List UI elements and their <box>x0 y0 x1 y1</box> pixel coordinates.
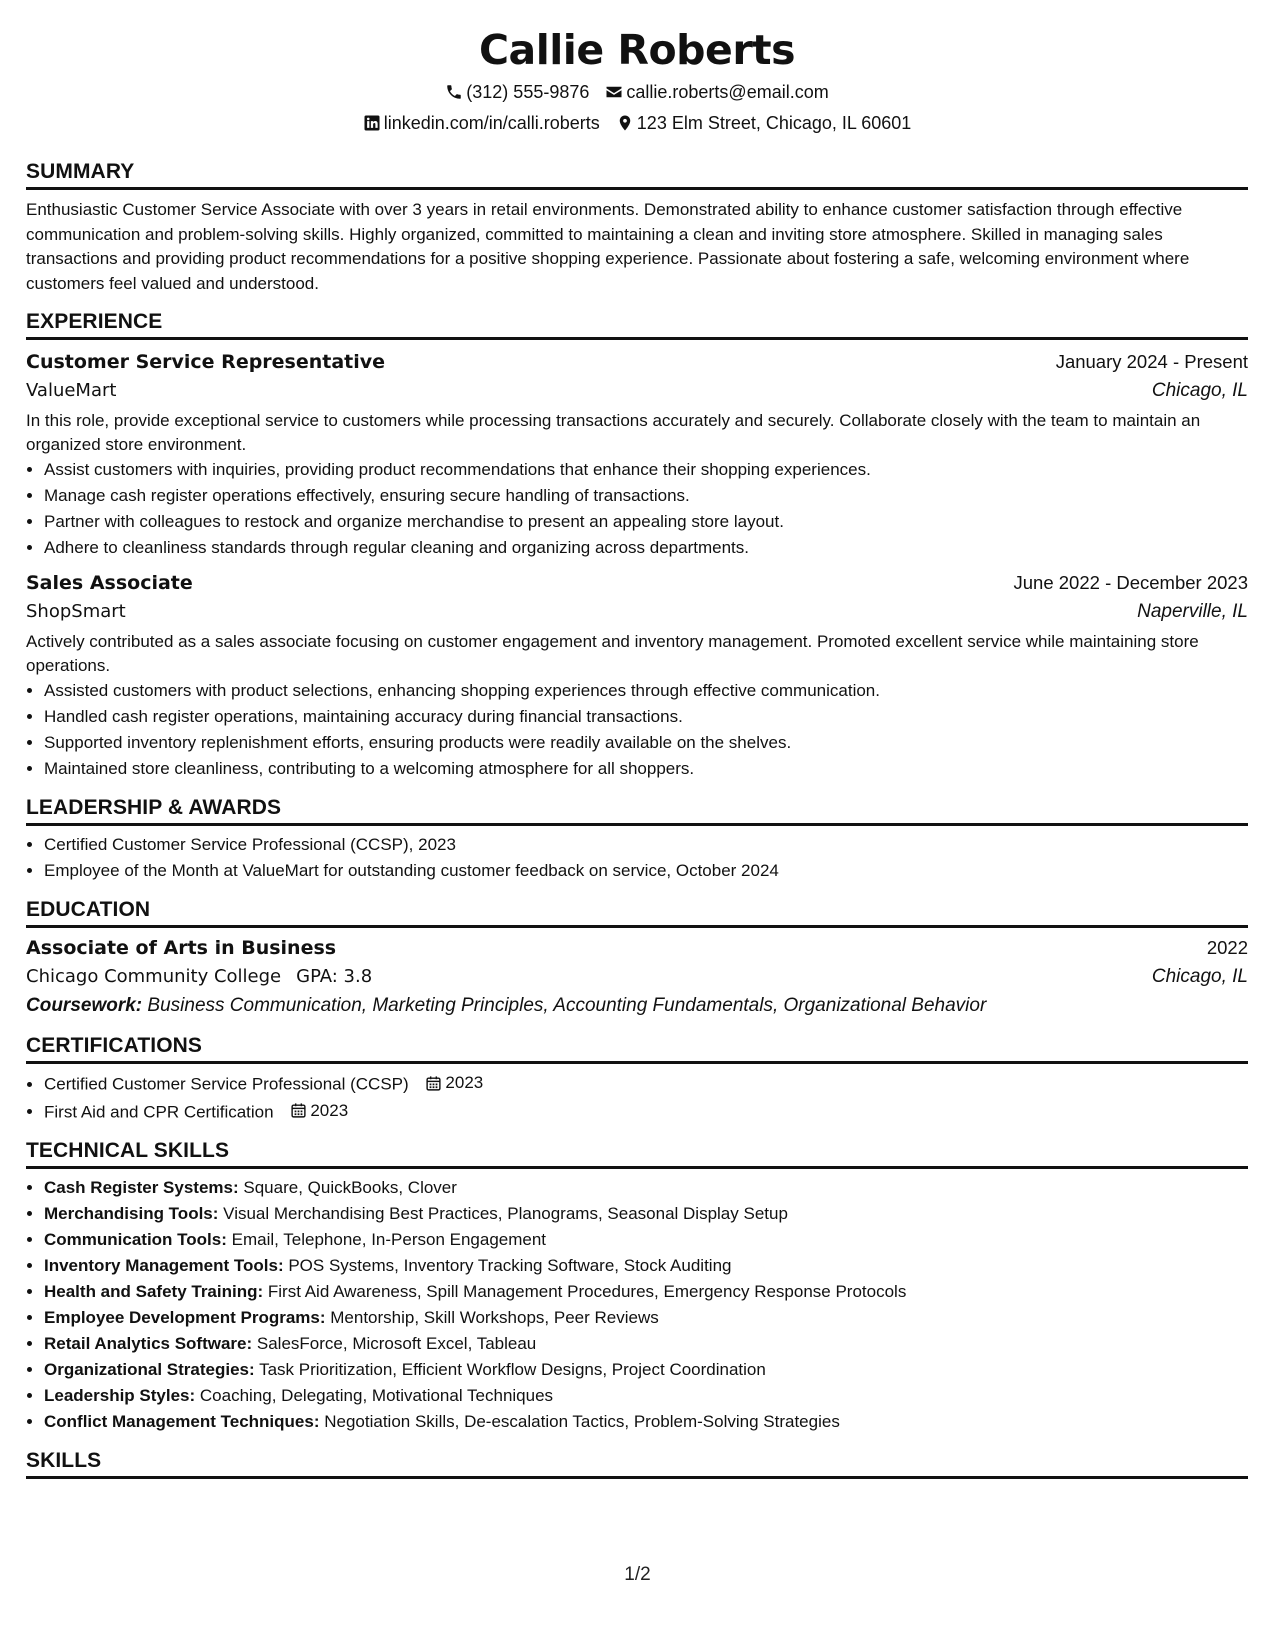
section-title-summary: SUMMARY <box>26 150 1248 190</box>
list-item: • Handled cash register operations, maintaining accuracy during financial transactions. <box>44 704 1248 730</box>
skill-value: Coaching, Delegating, Motivational Techniques <box>199 1386 554 1405</box>
skill-label: Communication Tools: <box>44 1230 227 1249</box>
coursework-text: Business Communication, Marketing Principles, Accounting Fundamentals, Organizational Behavior <box>147 995 987 1016</box>
section-title-skills: SKILLS <box>26 1439 1248 1479</box>
certifications-section <box>26 1024 1248 1125</box>
education-subheader <box>26 962 1248 991</box>
list-item: • Manage cash register operations effectively, ensuring secure handling of transactions. <box>44 483 1248 509</box>
skill-label: Conflict Management Techniques: <box>44 1412 320 1431</box>
skill-label: Health and Safety Training: <box>44 1282 264 1301</box>
cert-year: 2023 <box>445 1073 484 1092</box>
skill-value: First Aid Awareness, Spill Management Procedures, Emergency Response Protocols <box>267 1282 907 1301</box>
envelope-icon <box>605 83 623 101</box>
email-text: callie.roberts@email.com <box>626 81 829 102</box>
job-description: In this role, provide exceptional service to customers while processing transactions accurately and securely. Collaborate closely with the team to maintain an organized store environment. <box>26 411 1201 454</box>
technical-skills-list <box>26 1175 1248 1435</box>
phone-contact <box>445 80 589 104</box>
job-subheader <box>26 376 1248 405</box>
school-location: Chicago, IL <box>1151 966 1248 987</box>
coursework-label: Coursework: <box>26 995 143 1016</box>
list-item <box>44 1253 1248 1279</box>
list-item <box>44 1383 1248 1409</box>
list-item <box>44 1331 1248 1357</box>
job-bullets <box>26 457 1248 561</box>
certifications-list <box>26 1070 1248 1125</box>
section-title-experience: EXPERIENCE <box>26 300 1248 340</box>
skill-value: Email, Telephone, In-Person Engagement <box>231 1230 547 1249</box>
leadership-section <box>26 786 1248 884</box>
section-title-technical-skills: TECHNICAL SKILLS <box>26 1129 1248 1169</box>
job-date: June 2022 - December 2023 <box>1013 572 1248 593</box>
job-description: Actively contributed as a sales associate focusing on customer engagement and inventory management. Promoted excellent service while maintaining store operations. <box>26 632 1199 675</box>
cert-year: 2023 <box>310 1100 349 1120</box>
skill-label: Organizational Strategies: <box>44 1360 255 1379</box>
list-item <box>44 1227 1248 1253</box>
education-section <box>26 888 1248 1020</box>
resume-page <box>26 20 1248 1479</box>
skill-value: SalesForce, Microsoft Excel, Tableau <box>256 1334 537 1353</box>
section-title-leadership: LEADERSHIP & AWARDS <box>26 786 1248 826</box>
summary-text: Enthusiastic Customer Service Associate with over 3 years in retail environments. Demonstrated ability to enhance customer satisfaction through effective communication and problem-solving skills. Highly organized, committed to maintaining a clean and inviting store atmosphere. Skilled in managing sales transactions and providing product recommendations for a positive shopping experience. Passionate about fostering a safe, welcoming environment where customers feel valued and understood. <box>26 200 1190 293</box>
calendar-icon <box>290 1102 307 1119</box>
skill-label: Leadership Styles: <box>44 1386 196 1405</box>
list-item <box>44 1098 1248 1126</box>
list-item <box>44 1175 1248 1201</box>
job-header <box>26 348 1248 376</box>
email-contact[interactable] <box>605 80 828 104</box>
skill-label: Retail Analytics Software: <box>44 1334 253 1353</box>
list-item: • Supported inventory replenishment efforts, ensuring products were readily available on the shelves. <box>44 730 1248 756</box>
list-item <box>44 1357 1248 1383</box>
skill-label: Merchandising Tools: <box>44 1204 219 1223</box>
address-contact <box>616 111 912 135</box>
map-pin-icon <box>616 114 634 132</box>
skill-label: Cash Register Systems: <box>44 1178 239 1197</box>
skills-section <box>26 1439 1248 1479</box>
skill-label: Inventory Management Tools: <box>44 1256 284 1275</box>
linkedin-icon <box>363 114 381 132</box>
technical-skills-section <box>26 1129 1248 1435</box>
cert-date <box>425 1070 483 1096</box>
job-location: Naperville, IL <box>1137 601 1248 622</box>
cert-name: First Aid and CPR Certification <box>44 1102 274 1121</box>
coursework <box>26 991 1248 1020</box>
education-header <box>26 934 1248 962</box>
school-name: Chicago Community College <box>26 966 282 987</box>
list-item <box>44 1409 1248 1435</box>
contact-row-1 <box>26 76 1248 107</box>
experience-section <box>26 300 1248 782</box>
school-info <box>26 962 372 991</box>
list-item: • Certified Customer Service Professional (CCSP), 2023 <box>44 832 1248 858</box>
summary-section <box>26 150 1248 296</box>
job-entry <box>26 348 1248 561</box>
job-header <box>26 569 1248 597</box>
list-item: • Adhere to cleanliness standards through regular cleaning and organizing across departments. <box>44 535 1248 561</box>
cert-date <box>290 1098 348 1124</box>
skill-value: POS Systems, Inventory Tracking Software, Stock Auditing <box>288 1256 732 1275</box>
list-item: • Assist customers with inquiries, providing product recommendations that enhance their shopping experiences. <box>44 457 1248 483</box>
list-item: • Employee of the Month at ValueMart for outstanding customer feedback on service, October 2024 <box>44 858 1248 884</box>
skill-value: Square, QuickBooks, Clover <box>243 1178 457 1197</box>
graduation-year: 2022 <box>1206 937 1248 958</box>
list-item <box>44 1305 1248 1331</box>
candidate-name: Callie Roberts <box>478 26 796 74</box>
section-title-education: EDUCATION <box>26 888 1248 928</box>
list-item <box>44 1279 1248 1305</box>
list-item: • Maintained store cleanliness, contributing to a welcoming atmosphere for all shoppers. <box>44 756 1248 782</box>
job-location: Chicago, IL <box>1151 380 1248 401</box>
job-company: ShopSmart <box>26 601 126 622</box>
skill-value: Negotiation Skills, De-escalation Tactics, Problem-Solving Strategies <box>324 1412 840 1431</box>
leadership-list <box>26 832 1248 884</box>
phone-icon <box>445 83 463 101</box>
job-title: Sales Associate <box>26 572 193 594</box>
linkedin-text: linkedin.com/in/calli.roberts <box>383 112 600 133</box>
contact-row-2 <box>26 107 1248 138</box>
calendar-icon <box>425 1075 442 1092</box>
skill-value: Visual Merchandising Best Practices, Planograms, Seasonal Display Setup <box>223 1204 788 1223</box>
cert-name: Certified Customer Service Professional (CCSP) <box>44 1074 409 1094</box>
list-item <box>44 1070 1248 1098</box>
address-text: 123 Elm Street, Chicago, IL 60601 <box>636 112 912 133</box>
skill-label: Employee Development Programs: <box>44 1308 326 1327</box>
section-title-certifications: CERTIFICATIONS <box>26 1024 1248 1064</box>
skill-value: Mentorship, Skill Workshops, Peer Reviews <box>330 1308 659 1327</box>
degree-title: Associate of Arts in Business <box>26 937 337 959</box>
list-item <box>44 1201 1248 1227</box>
job-title: Customer Service Representative <box>26 351 386 373</box>
job-company: ValueMart <box>26 380 117 401</box>
job-entry <box>26 569 1248 782</box>
skill-value: Task Prioritization, Efficient Workflow Designs, Project Coordination <box>259 1360 766 1379</box>
linkedin-contact[interactable] <box>363 111 600 135</box>
list-item: • Assisted customers with product selections, enhancing shopping experiences through effective communication. <box>44 678 1248 704</box>
phone-text: (312) 555-9876 <box>466 81 590 102</box>
page-number: 1/2 <box>624 1564 651 1585</box>
job-bullets <box>26 678 1248 782</box>
gpa: GPA: 3.8 <box>296 966 373 987</box>
job-subheader <box>26 597 1248 626</box>
job-date: January 2024 - Present <box>1055 351 1248 372</box>
list-item: • Partner with colleagues to restock and organize merchandise to present an appealing store layout. <box>44 509 1248 535</box>
